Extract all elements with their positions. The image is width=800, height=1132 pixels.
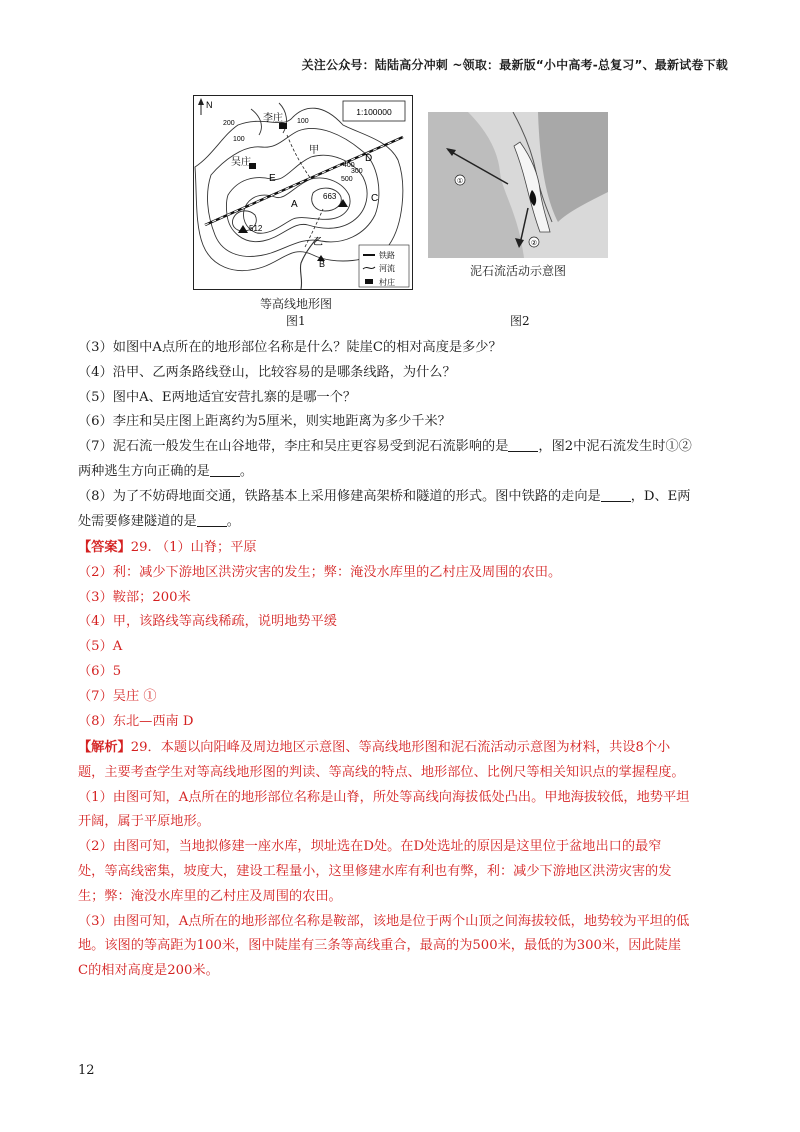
debris-flow-diagram: [428, 112, 608, 258]
point-label: D: [365, 153, 373, 164]
answer-line-3: （3）鞍部；200米: [78, 589, 191, 605]
analysis-line-5: （2）由图可知，当地拟修建一座水库，坝址选在D处。在D处选址的原因是这里位于盆地出口的最窄: [78, 839, 662, 855]
figure1-title: 等高线地形图: [260, 297, 333, 311]
question-4: （4）沿甲、乙两条路线登山，比较容易的是哪条线路，为什么？: [78, 364, 456, 380]
question-8-line2: 处需要修建隧道的是 。: [78, 513, 240, 529]
legend-village: 村庄: [379, 278, 395, 287]
questions-block: [78, 336, 738, 534]
question-7-line2: 两种逃生方向正确的是 。: [78, 463, 254, 479]
answer-tag: 【答案】: [78, 540, 131, 555]
question-8-line1: （8）为了不妨碍地面交通，铁路基本上采用修建高架桥和隧道的形式。图中铁路的走向是 ，D、E两: [78, 488, 691, 504]
contour-label: 300: [351, 168, 363, 175]
answer-line-2: （2）利：减少下游地区洪涝灾害的发生；弊：淹没水库里的乙村庄及周围的农田。: [78, 564, 562, 580]
answer-blank: [508, 437, 538, 452]
place-label: 乙: [313, 237, 323, 248]
analysis-line-7: 生；弊：淹没水库里的乙村庄及周围的农田。: [78, 888, 342, 904]
answer-blank: [197, 512, 227, 527]
point-label: E: [269, 173, 276, 184]
peak-label: 663: [323, 192, 337, 201]
legend-railway: 铁路: [379, 251, 395, 260]
question-6: （6）李庄和吴庄图上距离约为5厘米，则实地距离为多少千米？: [78, 414, 451, 430]
analysis-line-4: 开阔，属于平原地形。: [78, 814, 210, 830]
scale-label: 1:100000: [356, 107, 392, 117]
figure2-title: 泥石流活动示意图: [470, 264, 567, 278]
point-label: B: [319, 259, 326, 269]
analysis-block: [78, 736, 738, 984]
contour-label: 100: [297, 118, 309, 125]
analysis-line-1: 【解析】29．本题以向阳峰及周边地区示意图、等高线地形图和泥石流活动示意图为材料，共设8个小: [78, 740, 671, 755]
legend-river: 河流: [379, 264, 395, 273]
figure2-caption: 图2: [510, 314, 530, 328]
contour-label: 100: [233, 136, 245, 143]
contour-label: 400: [343, 162, 355, 169]
point-label: C: [371, 193, 379, 204]
contour-label: 500: [341, 176, 353, 183]
contour-label: 200: [223, 120, 235, 127]
answer-line-5: （5）A: [78, 639, 123, 655]
analysis-line-2: 题，主要考查学生对等高线地形图的判读、等高线的特点、地形部位、比例尺等相关知识点的掌握程度。: [78, 764, 685, 780]
answer-line-4: （4）甲，该路线等高线稀疏，说明地势平缓: [78, 614, 337, 630]
analysis-line-3: （1）由图可知，A点所在的地形部位名称是山脊，所处等高线向海拔低处凸出。甲地海拔较低，地势平坦: [78, 789, 690, 805]
answer-block: [78, 536, 738, 734]
answer-blank: [210, 462, 240, 477]
analysis-line-9: 地。该图的等高距为100米，图中陡崖有三条等高线重合，最高的为500米，最低的为300米，因此陡崖: [78, 938, 682, 954]
place-label: 李庄: [263, 113, 283, 124]
question-3: （3）如图中A点所在的地形部位名称是什么？陡崖C的相对高度是多少？: [78, 340, 502, 355]
question-5: （5）图中A、E两地适宜安营扎寨的是哪一个？: [78, 389, 357, 405]
village-icon: [365, 279, 373, 284]
answer-line-1: 【答案】29. （1）山脊；平原: [78, 540, 257, 555]
analysis-line-8: （3）由图可知，A点所在的地形部位名称是鞍部，该地是位于两个山顶之间海拔较低，地势较为平坦的低: [78, 913, 690, 929]
answer-line-6: （6）5: [78, 663, 122, 679]
arrow1-label: ①: [456, 177, 464, 185]
analysis-line-6: 处，等高线密集，坡度大，建设工程量小，这里修建水库有利也有弊，利：减少下游地区洪涝灾害的发: [78, 863, 672, 879]
question-7-line1: （7）泥石流一般发生在山谷地带，李庄和吴庄更容易受到泥石流影响的是 ，图2中泥石流发生时①②: [78, 439, 692, 455]
answer-blank: [601, 487, 631, 502]
analysis-line-10: C的相对高度是200米。: [78, 963, 219, 979]
place-label: 吴庄: [231, 157, 251, 168]
contour-map: [193, 95, 413, 291]
peak-label: 512: [249, 224, 263, 233]
answer-line-8: （8）东北—西南 D: [78, 713, 194, 729]
answer-line-7: （7）吴庄 ①: [78, 688, 157, 704]
point-label: A: [291, 199, 298, 210]
arrow2-label: ②: [530, 239, 538, 247]
page-number: 12: [78, 1063, 95, 1078]
place-label: 甲: [309, 145, 319, 156]
page-header: 关注公众号：陆陆高分冲刺 ~领取：最新版“小中高考-总复习”、最新试卷下载: [301, 58, 728, 72]
figure1-caption: 图1: [286, 314, 306, 328]
analysis-tag: 【解析】: [78, 740, 131, 755]
north-label: N: [206, 100, 213, 110]
